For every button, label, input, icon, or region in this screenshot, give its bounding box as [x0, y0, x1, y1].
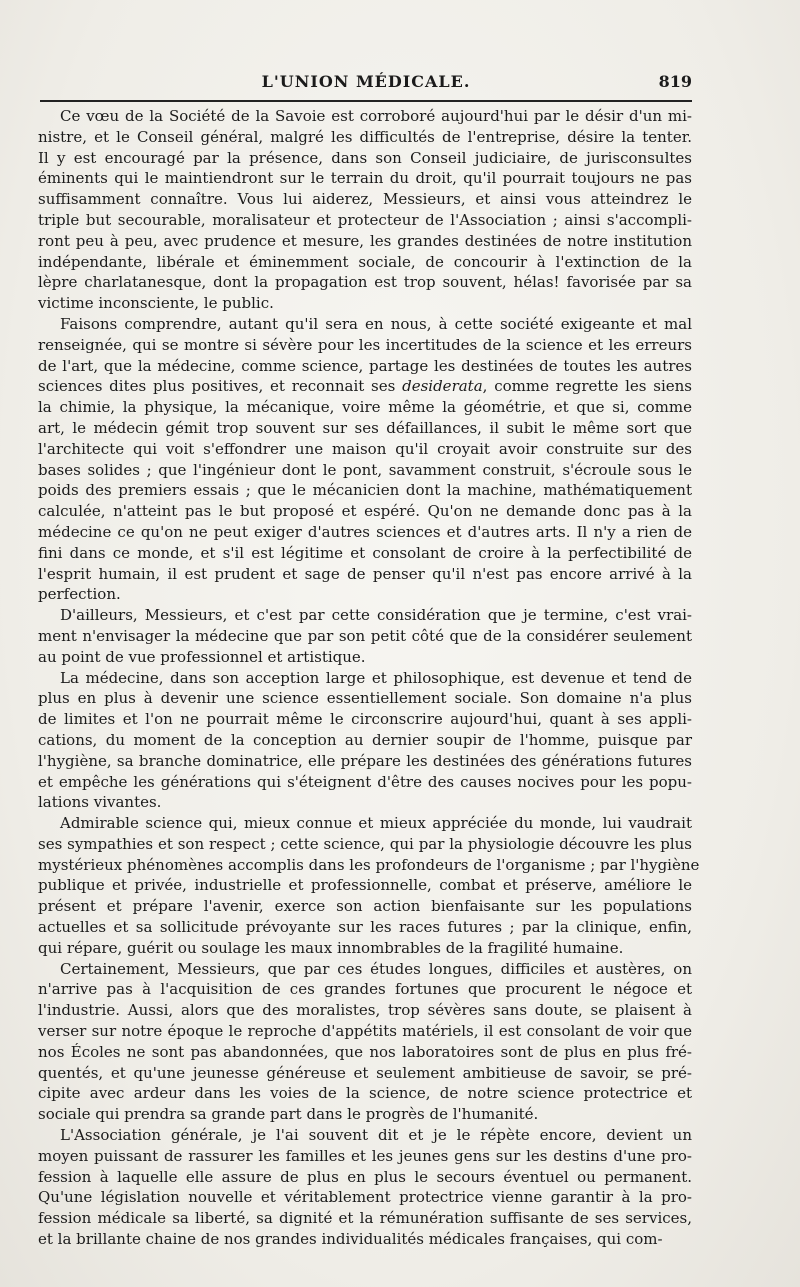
text-line: indépendante, libérale et éminemment sociale, de concourir à l'extinction de la: [38, 252, 692, 271]
text-line: publique et privée, industrielle et professionnelle, combat et préserve, améliore le: [38, 876, 692, 895]
text-line: verser sur notre époque le reproche d'appétits matériels, il est consolant de voir que: [38, 1022, 692, 1041]
text-line: n'arrive pas à l'acquisition de ces grandes fortunes que procurent le négoce et: [38, 980, 692, 999]
text-line: Admirable science qui, mieux connue et mieux appréciée du monde, lui vaudrait: [60, 814, 692, 833]
text-line: renseignée, qui se montre si sévère pour les incertitudes de la science et les erreurs: [38, 335, 692, 354]
paragraph: [38, 1125, 692, 1250]
paragraph: [38, 668, 692, 814]
text-line: La médecine, dans son acception large et philosophique, est devenue et tend de: [60, 668, 692, 687]
text-line: bases solides ; que l'ingénieur dont le pont, savamment construit, s'écroule sous le: [38, 460, 692, 479]
text-line: qui répare, guérit ou soulage les maux innombrables de la fragilité humaine.: [38, 938, 624, 957]
text-line: ment n'envisager la médecine que par son petit côté que de la considérer seulement: [38, 626, 692, 645]
text-line: victime inconsciente, le public.: [38, 294, 274, 313]
text-line: l'esprit humain, il est prudent et sage de penser qu'il n'est pas encore arrivé à la: [38, 564, 692, 583]
text-line: sociale qui prendra sa grande part dans le progrès de l'humanité.: [38, 1105, 539, 1124]
text-line: et la brillante chaine de nos grandes individualités médicales françaises, qui com-: [38, 1230, 663, 1249]
text-line: de l'art, que la médecine, comme science, partage les destinées de toutes les autres: [38, 356, 692, 375]
text-line: moyen puissant de rassurer les familles et les jeunes gens sur les destins d'une pro-: [38, 1146, 692, 1165]
text-line: médecine ce qu'on ne peut exiger d'autres sciences et d'autres arts. Il n'y a rien de: [38, 522, 692, 541]
text-line: ront peu à peu, avec prudence et mesure, les grandes destinées de notre institution: [38, 231, 692, 250]
paragraph: [38, 813, 700, 959]
text-line: Ce vœu de la Société de la Savoie est corroboré aujourd'hui par le désir d'un mi-: [60, 107, 692, 125]
text-line: de limites et l'on ne pourrait même le circonscrire aujourd'hui, quant à ses appli-: [38, 710, 692, 729]
text-line: actuelles et sa sollicitude prévoyante sur les races futures ; par la clinique, enfin,: [38, 918, 692, 937]
body-text: [38, 106, 700, 1250]
text-line: D'ailleurs, Messieurs, et c'est par cette considération que je termine, c'est vrai-: [60, 606, 692, 625]
text-line: cations, du moment de la conception au dernier soupir de l'homme, puisque par: [38, 730, 692, 749]
text-line: L'Association générale, je l'ai souvent dit et je le répète encore, devient un: [60, 1126, 692, 1145]
text-line: ses sympathies et son respect ; cette science, qui par la physiologie découvre les plus: [38, 834, 692, 853]
text-line: plus en plus à devenir une science essentiellement sociale. Son domaine n'a plus: [38, 689, 692, 708]
text-line: lations vivantes.: [38, 793, 162, 812]
paragraph: [38, 314, 692, 605]
text-line: sciences dites plus positives, et reconnait ses desiderata, comme regrette les siens: [38, 377, 693, 396]
text-line: poids des premiers essais ; que le mécanicien dont la machine, mathématiquement: [38, 481, 692, 500]
text-line: fession à laquelle elle assure de plus en plus le secours éventuel ou permanent.: [38, 1167, 692, 1186]
page-number: 819: [658, 72, 692, 91]
text-line: l'hygiène, sa branche dominatrice, elle prépare les destinées des générations futures: [38, 751, 692, 770]
text-line: nos Écoles ne sont pas abandonnées, que nos laboratoires sont de plus en plus fré-: [38, 1042, 692, 1061]
text-line: fini dans ce monde, et s'il est légitime et consolant de croire à la perfectibilité de: [38, 543, 692, 562]
header-rule: [40, 100, 692, 102]
text-line: Certainement, Messieurs, que par ces études longues, difficiles et austères, on: [60, 959, 692, 978]
text-line: fession médicale sa liberté, sa dignité et la rémunération suffisante de ses services,: [38, 1209, 692, 1228]
paragraph: [38, 959, 692, 1125]
text-line: mystérieux phénomènes accomplis dans les profondeurs de l'organisme ; par l'hygiène: [38, 855, 700, 874]
text-line: l'industrie. Aussi, alors que des moralistes, trop sévères sans doute, se plaisent à: [38, 1001, 692, 1020]
text-line: et empêche les générations qui s'éteignent d'être des causes nocives pour les popu-: [38, 772, 692, 791]
text-line: art, le médecin gémit trop souvent sur ses défaillances, il subit le même sort que: [38, 418, 692, 437]
text-line: Il y est encouragé par la présence, dans son Conseil judiciaire, de jurisconsultes: [38, 148, 692, 167]
text-line: éminents qui le maintiendront sur le terrain du droit, qu'il pourrait toujours ne pas: [38, 169, 692, 188]
text-line: perfection.: [38, 585, 121, 604]
running-title: L'UNION MÉDICALE.: [261, 72, 471, 91]
text-line: la chimie, la physique, la mécanique, voire même la géométrie, et que si, comme: [38, 398, 692, 417]
text-line: lèpre charlatanesque, dont la propagation est trop souvent, hélas! favorisée par sa: [38, 273, 692, 292]
paragraph: [38, 605, 692, 667]
text-line: Qu'une législation nouvelle et véritablement protectrice vienne garantir à la pro-: [38, 1188, 692, 1207]
text-line: l'architecte qui voit s'effondrer une maison qu'il croyait avoir construite sur des: [38, 439, 692, 458]
text-line: quentés, et qu'une jeunesse généreuse et seulement ambitieuse de savoir, se pré-: [38, 1063, 692, 1082]
text-line: Faisons comprendre, autant qu'il sera en nous, à cette société exigeante et mal: [60, 314, 692, 333]
paragraph: [38, 106, 692, 314]
text-line: calculée, n'atteint pas le but proposé et espéré. Qu'on ne demande donc pas à la: [38, 502, 692, 521]
text-line: cipite avec ardeur dans les voies de la science, de notre science protectrice et: [38, 1084, 692, 1103]
page-header: [40, 66, 692, 96]
text-line: nistre, et le Conseil général, malgré les difficultés de l'entreprise, désire la tenter.: [38, 127, 692, 146]
text-line: suffisamment connaître. Vous lui aiderez, Messieurs, et ainsi vous atteindrez le: [38, 190, 692, 209]
text-line: présent et prépare l'avenir, exerce son action bienfaisante sur les populations: [38, 897, 692, 916]
text-line: triple but secourable, moralisateur et protecteur de l'Association ; ainsi s'accompli-: [38, 210, 692, 229]
text-line: au point de vue professionnel et artistique.: [38, 647, 366, 666]
